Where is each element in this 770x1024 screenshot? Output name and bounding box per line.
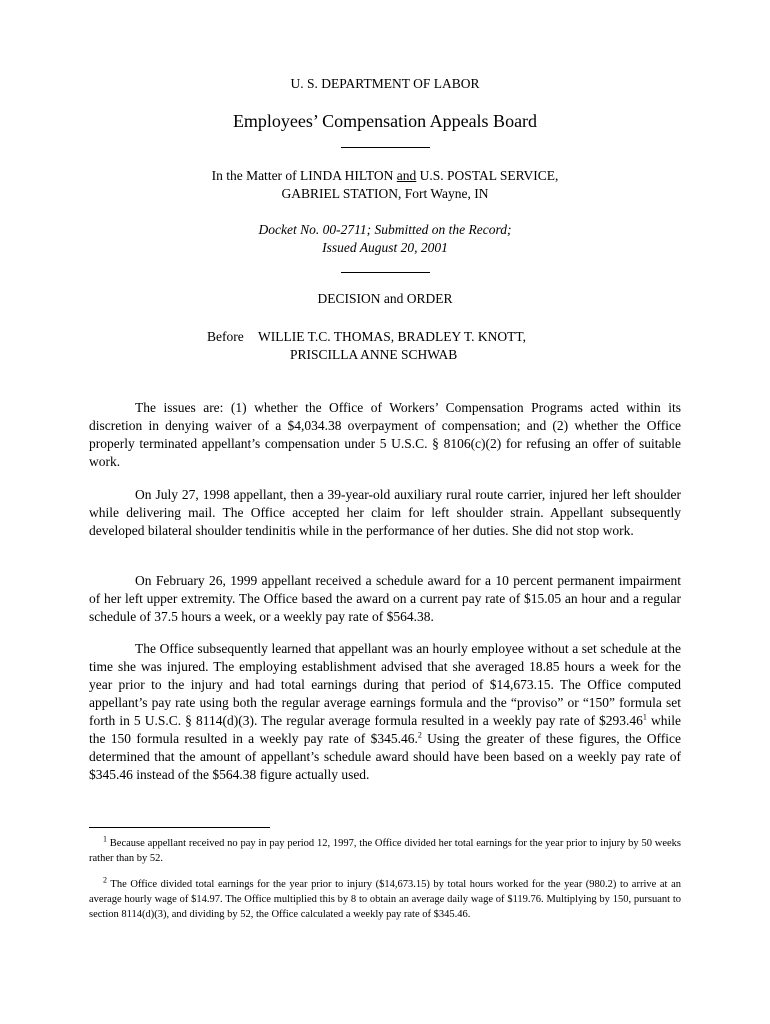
paragraph-injury [89,486,681,540]
caption-suffix: U.S. POSTAL SERVICE, [416,168,559,183]
paragraph-1-text: The issues are: (1) whether the Office of Workers’ Compensation Programs acted within its discretion in denying waiver of a $4,034.38 overpayment of compensation; and (2) whether the Office properly terminated appellant’s compensation under 5 U.S.C. § 8106(c)(2) for refusing an offer of suitable work. [89,400,681,469]
title-divider [341,147,430,148]
footnote-1-number: 1 [103,834,107,844]
footnote-1 [89,836,681,866]
docket-info [0,221,770,257]
panel-block [207,328,526,362]
department-heading: U. S. DEPARTMENT OF LABOR [290,76,480,91]
judges-line1: WILLIE T.C. THOMAS, BRADLEY T. KNOTT, [258,329,526,344]
paragraph-3-text: On February 26, 1999 appellant received a schedule award for a 10 percent permanent impairment of her left upper extremity. The Office based the award on a current pay rate of $15.05 an hour and a regular schedule of 37.5 hours a week, or a weekly pay rate of $564.38. [89,573,681,624]
footnote-2-number: 2 [103,875,107,885]
footnote-2 [89,877,681,922]
caption-prefix: In the Matter of LINDA HILTON [211,168,397,183]
footnote-1-text: Because appellant received no pay in pay period 12, 1997, the Office divided her total earnings for the year prior to injury by 50 weeks rather than by 52. [89,838,681,864]
paragraph-4-part-c: Using the greater of these figures, the Office determined that the amount of appellant’s schedule award should have been based on a weekly pay rate of $345.46 instead of the $564.38 figure actually used. [89,731,681,782]
footnote-divider [89,827,270,828]
paragraph-2-text: On July 27, 1998 appellant, then a 39-year-old auxiliary rural route carrier, injured her left shoulder while delivering mail. The Office accepted her claim for left shoulder strain. Appellant subsequently developed bilateral shoulder tendinitis while in the performance of her duties. She did not stop work. [89,487,681,538]
paragraph-issues [89,399,681,471]
caption-and: and [396,168,417,183]
footnote-2-text: The Office divided total earnings for the year prior to injury ($14,673.15) by total hours worked for the year (980.2) to arrive at an average hourly wage of $14.97. The Office multiplied this by 8 to obtain an average daily wage of $119.76. Multiplying by 150, pursuant to section 8114(d)(3), and dividing by 52, the Office calculated a weekly pay rate of $345.46. [89,879,681,920]
case-caption-line1 [0,167,770,185]
paragraph-4-part-a: The Office subsequently learned that appellant was an hourly employee without a set schedule at the time she was injured. The employing establishment advised that she averaged 18.85 hours a week for the year prior to the injury and had total earnings during that period of $14,673.15. The Office computed appellant’s pay rate using both the regular average earnings formula and the “proviso” or “150” formula set forth in 5 U.S.C. § 8114(d)(3). The regular average formula resulted in a weekly pay rate of $293.46 [89,641,681,728]
case-caption [0,167,770,203]
paragraph-pay-rate [89,640,681,784]
docket-line1: Docket No. 00-2711; Submitted on the Record; [258,222,512,237]
footnote-ref-1: 1 [642,712,647,722]
paragraph-schedule-award [89,572,681,626]
decision-title: DECISION and ORDER [317,291,453,306]
case-caption-line2: GABRIEL STATION, Fort Wayne, IN [281,186,489,201]
before-label: Before [207,329,244,344]
paragraph-4-part-b: while the 150 formula resulted in a weekly pay rate of $345.46. [89,713,681,746]
footnote-ref-2: 2 [417,730,422,740]
judges-line2: PRISCILLA ANNE SCHWAB [290,347,458,362]
docket-line2: Issued August 20, 2001 [322,240,448,255]
docket-divider [341,272,430,273]
board-title: Employees’ Compensation Appeals Board [232,111,538,131]
paragraph-4-text [89,640,681,784]
